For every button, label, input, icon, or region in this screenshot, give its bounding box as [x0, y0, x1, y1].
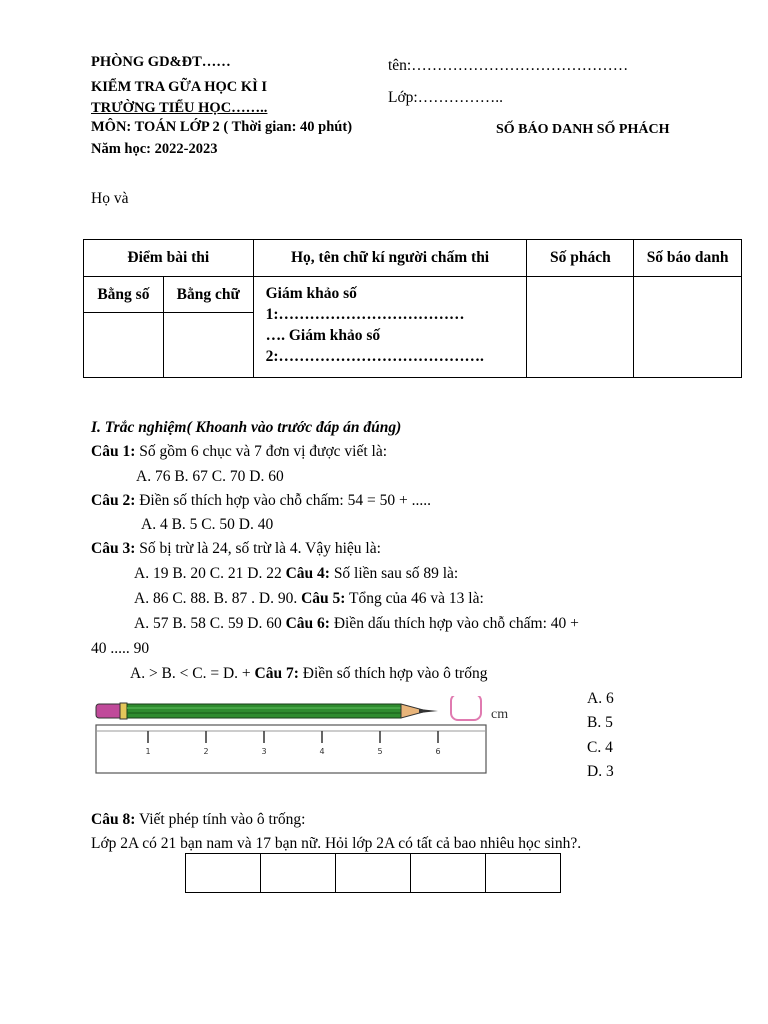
ruler-tick-label: 1 [145, 747, 151, 756]
so-bao-danh-cell[interactable] [634, 277, 742, 378]
question-label: Câu 7: [254, 665, 299, 682]
question-label: Câu 8: [91, 811, 136, 828]
calc-box[interactable] [186, 854, 261, 893]
q5-q6-line [134, 615, 579, 633]
q4-answers[interactable]: A. 86 C. 88. B. 87 . D. 90. [134, 590, 302, 607]
name-field: tên:…………………………………… [388, 57, 629, 74]
subject-line: MÔN: TOÁN LỚP 2 ( Thời gian: 40 phút) [91, 119, 353, 135]
question-label: Câu 2: [91, 492, 136, 509]
q7-option-c[interactable]: C. 4 [587, 739, 613, 756]
question-text: Điền số thích hợp vào chỗ chấm: 54 = 50 + ..... [135, 492, 431, 509]
examiner-line: 2:…………………………………. [265, 348, 484, 366]
pencil-body [127, 704, 401, 718]
q3-answers[interactable]: A. 19 B. 20 C. 21 D. 22 [134, 565, 286, 582]
so-phach-header: Số phách [527, 240, 634, 277]
question-3 [91, 540, 381, 558]
school-year: Năm học: 2022-2023 [91, 141, 218, 157]
q2-answers[interactable]: A. 4 B. 5 C. 50 D. 40 [141, 516, 274, 533]
question-text: Số gồm 6 chục và 7 đơn vị được viết là: [135, 443, 388, 460]
school-name: TRƯỜNG TIỂU HỌC…….. [91, 100, 268, 116]
exam-title: KIỂM TRA GỮA HỌC KÌ I [91, 79, 268, 95]
calc-box[interactable] [336, 854, 411, 893]
bang-so-cell[interactable] [84, 313, 164, 378]
q4-q5-line [134, 590, 484, 608]
question-text: Tổng của 46 và 13 là: [345, 590, 484, 607]
ruler-tick-label: 6 [435, 747, 441, 756]
ho-va-label: Họ và [91, 190, 129, 207]
question-label: Câu 1: [91, 443, 136, 460]
q7-option-d[interactable]: D. 3 [587, 763, 614, 780]
question-2 [91, 492, 431, 510]
grader-header: Họ, tên chữ kí người chấm thi [253, 240, 527, 277]
calc-box[interactable] [261, 854, 336, 893]
calculation-boxes [185, 853, 561, 893]
school-dept: PHÒNG GD&ĐT…… [91, 54, 231, 70]
question-text: Điền số thích hợp vào ô trống [298, 665, 488, 682]
sbd-label: SỐ BÁO DANH SỐ PHÁCH [496, 122, 670, 137]
question-text: Điền dấu thích hợp vào chỗ chấm: 40 + [329, 615, 579, 632]
q7-option-b[interactable]: B. 5 [587, 714, 613, 731]
q3-q4-line [134, 565, 458, 583]
q1-answers[interactable]: A. 76 B. 67 C. 70 D. 60 [136, 468, 284, 485]
examiners-cell [253, 277, 527, 378]
answer-box [451, 696, 481, 720]
bang-chu-cell[interactable] [163, 313, 253, 378]
calc-box[interactable] [486, 854, 561, 893]
calc-box[interactable] [411, 854, 486, 893]
question-8 [91, 811, 305, 829]
question-label: Câu 5: [301, 590, 346, 607]
ruler-tick-label: 3 [261, 747, 267, 756]
diem-bai-thi-header: Điểm bài thi [84, 240, 254, 277]
question-label: Câu 6: [285, 615, 330, 632]
unit-cm: cm [491, 707, 509, 722]
grade-table [83, 239, 742, 378]
q6-continuation: 40 ..... 90 [91, 640, 150, 657]
q8-problem: Lớp 2A có 21 bạn nam và 17 bạn nữ. Hỏi lớp 2A có tất cả bao nhiêu học sinh?. [91, 835, 582, 852]
pencil-ferrule [120, 703, 127, 719]
ruler-tick-label: 4 [319, 747, 325, 756]
so-phach-cell[interactable] [527, 277, 634, 378]
q6-answers[interactable]: A. > B. < C. = D. + [130, 665, 255, 682]
bang-chu-header: Bằng chữ [163, 277, 253, 313]
question-text: Số liền sau số 89 là: [329, 565, 459, 582]
pencil-eraser [96, 704, 122, 718]
question-label: Câu 3: [91, 540, 136, 557]
question-1 [91, 443, 387, 461]
ruler [96, 725, 486, 773]
examiner-line: 1:……………………………… [265, 306, 465, 324]
examiner-line: Giám khảo số [265, 285, 357, 302]
question-label: Câu 4: [285, 565, 330, 582]
ruler-tick-label: 2 [203, 747, 209, 756]
question-text: Số bị trừ là 24, số trừ là 4. Vậy hiệu là: [135, 540, 381, 557]
q5-answers[interactable]: A. 57 B. 58 C. 59 D. 60 [134, 615, 286, 632]
class-field: Lớp:…………….. [388, 89, 503, 106]
section-title: I. Trắc nghiệm( Khoanh vào trước đáp án đúng) [91, 419, 402, 436]
q6-q7-line [130, 665, 487, 683]
question-text: Viết phép tính vào ô trống: [135, 811, 306, 828]
pencil-ruler-figure [94, 696, 534, 778]
ruler-tick-label: 5 [377, 747, 383, 756]
q7-option-a[interactable]: A. 6 [587, 690, 614, 707]
so-bao-danh-header: Số báo danh [634, 240, 742, 277]
examiner-line: …. Giám khảo số [265, 327, 381, 345]
bang-so-header: Bằng số [84, 277, 164, 313]
